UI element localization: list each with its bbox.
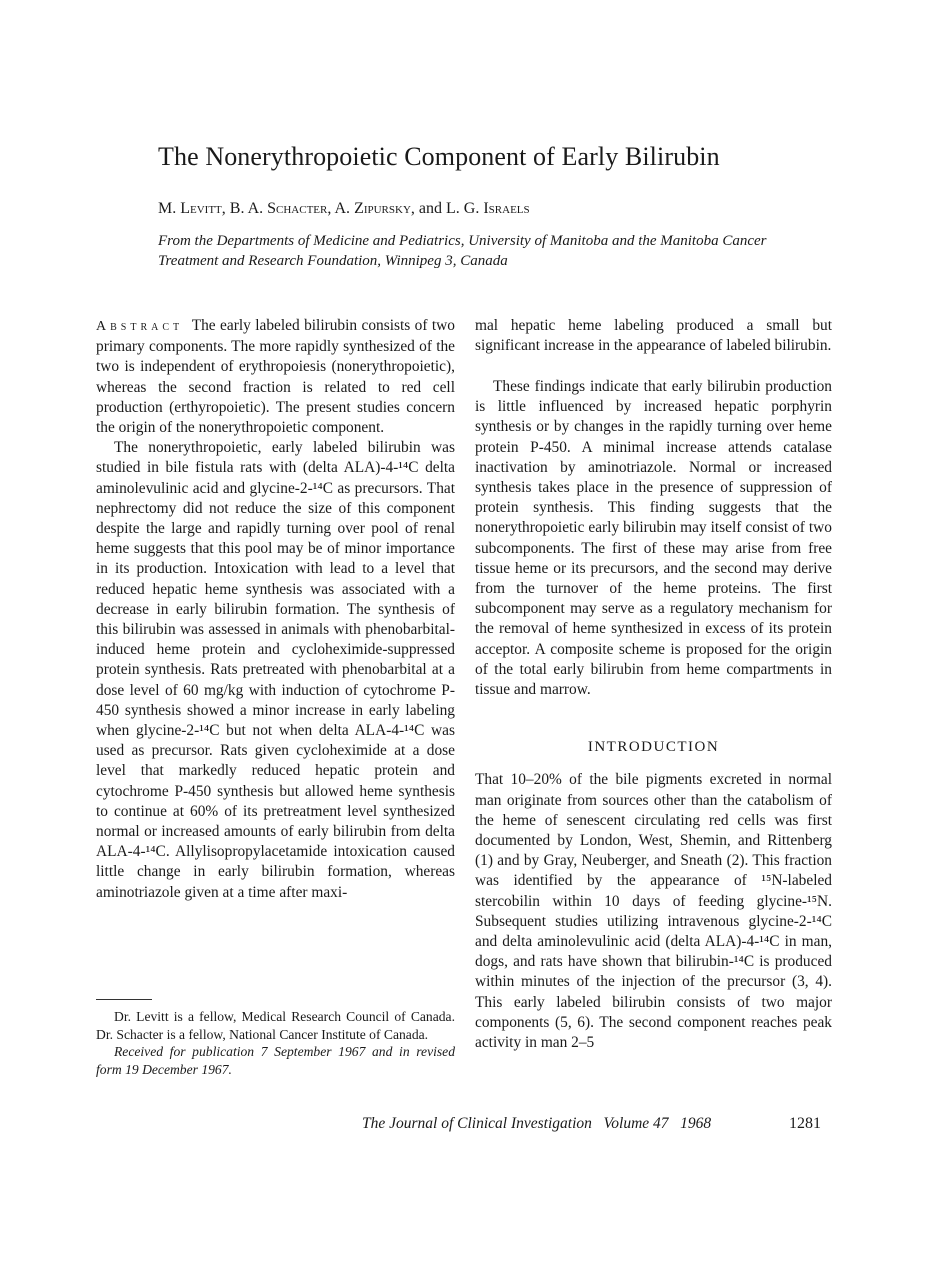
abstract-p1-text: The early labeled bilirubin consists of two primary components. The more rapidly synthesized of the two is independent of erythropoiesis (nonerythropoietic), whereas the second fraction is related to red cell production (erthyropoietic). The present studies concern the origin of the nonerythropoietic component.	[96, 317, 455, 437]
abstract-label: Abstract	[96, 319, 184, 334]
author-name: A. Zipursky	[334, 200, 411, 217]
author-name: M. Levitt	[158, 200, 222, 217]
footnote-fellows: Dr. Levitt is a fellow, Medical Research Council of Canada. Dr. Schacter is a fellow, National Cancer Institute of Canada.	[96, 1009, 455, 1042]
author-name: B. A. Schacter	[229, 200, 328, 217]
page-number: 1281	[789, 1115, 821, 1132]
abstract-paragraph-1	[96, 316, 455, 438]
author-name: L. G. Israels	[446, 200, 530, 217]
footnote-rule	[96, 999, 152, 1000]
author-list: M. Levitt, B. A. Schacter, A. Zipursky, and L. G. Israels	[158, 200, 530, 217]
affiliation: From the Departments of Medicine and Pediatrics, University of Manitoba and the Manitoba Cancer Treatment and Research Foundation, Winnipeg 3, Canada	[158, 233, 767, 269]
right-column	[475, 316, 832, 1053]
introduction-heading: INTRODUCTION	[587, 739, 720, 756]
paper-title: The Nonerythropoietic Component of Early Bilirubin	[158, 142, 720, 171]
abstract-paragraph-2-continued: mal hepatic heme labeling produced a small but significant increase in the appearance of labeled bilirubin.	[475, 317, 832, 355]
footnotes	[96, 1008, 455, 1078]
journal-citation: The Journal of Clinical Investigation Volume 47 1968	[362, 1115, 712, 1132]
footnote-received: Received for publication 7 September 1967 and in revised form 19 December 1967.	[96, 1044, 455, 1077]
introduction-paragraph-1: That 10–20% of the bile pigments excreted in normal man originate from sources other than the catabolism of the heme of senescent circulating red cells was first documented by London, West, Shemin, and Rittenberg (1) and by Gray, Neuberger, and Sneath (2). This fraction was identified by the appearance of ¹⁵N-labeled stercobilin within 10 days of feeding glycine-¹⁵N. Subsequent studies utilizing intravenous glycine-2-¹⁴C and delta aminolevulinic acid (delta ALA)-4-¹⁴C in man, dogs, and rats have shown that bilirubin-¹⁴C is produced within minutes of the injection of the precursor (3, 4). This early labeled bilirubin consists of two major components (5, 6). The second component reaches peak activity in man 2–5	[475, 771, 832, 1052]
abstract-paragraph-2: The nonerythropoietic, early labeled bilirubin was studied in bile fistula rats with (delta ALA)-4-¹⁴C delta aminolevulinic acid and glycine-2-¹⁴C as precursors. That nephrectomy did not reduce the size of this component despite the large and rapidly turning over pool of renal heme suggests that this pool may be of minor importance in its production. Intoxication with lead to a level that reduced hepatic heme synthesis was associated with a decrease in early bilirubin formation. The synthesis of this bilirubin was assessed in animals with phenobarbital-induced heme protein and cycloheximide-suppressed protein synthesis. Rats pretreated with phenobarbital at a dose level of 60 mg/kg with induction of cytochrome P-450 synthesis showed a minor increase in early labeling when glycine-2-¹⁴C but not when delta ALA-4-¹⁴C was used as precursor. Rats given cycloheximide at a dose level that markedly reduced hepatic protein and cytochrome P-450 synthesis but allowed heme synthesis to continue at 60% of its pretreatment level synthesized normal or increased amounts of early bilirubin from delta ALA-4-¹⁴C. Allylisopropylacetamide intoxication caused little change in early bilirubin formation, whereas aminotriazole given at a time after maxi-	[96, 439, 455, 901]
abstract-paragraph-3: These findings indicate that early bilirubin production is little influenced by increased hepatic porphyrin synthesis or by changes in the rapidly turning over heme protein P-450. A minimal increase attends catalase inactivation by aminotriazole. Normal or increased synthesis takes place in the presence of suppression of protein synthesis. This finding suggests that the nonerythropoietic early bilirubin may itself consist of two subcomponents. The first of these may arise from free tissue heme or its precursors, and the second may derive from the turnover of the heme proteins. The first subcomponent may serve as a regulatory mechanism for the removal of heme synthesized in excess of its protein acceptor. A composite scheme is proposed for the origin of the total early bilirubin from heme compartments in tissue and marrow.	[475, 378, 832, 699]
